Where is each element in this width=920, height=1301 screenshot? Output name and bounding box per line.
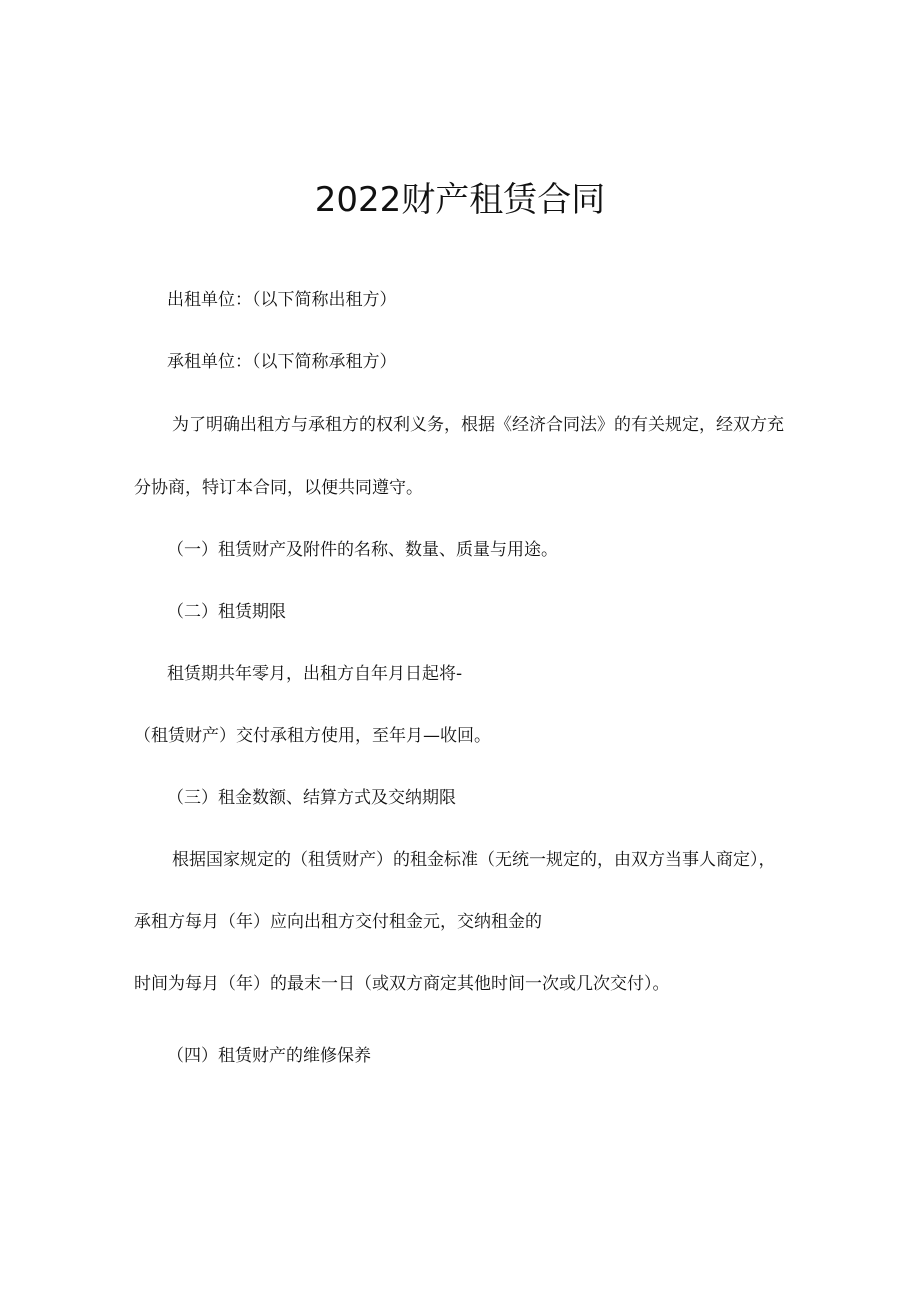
section-1-heading: （一）租赁财产及附件的名称、数量、质量与用途。 <box>167 540 558 560</box>
document-title: 2022财产租赁合同 <box>314 180 606 220</box>
section-4-heading: （四）租赁财产的维修保养 <box>167 1046 371 1066</box>
section-2-heading: （二）租赁期限 <box>167 602 286 622</box>
lease-term-line-1: 租赁期共年零月，出租方自年月日起将- <box>167 664 463 684</box>
lessee-line: 承租单位：（以下简称承租方） <box>167 352 397 372</box>
section-3-heading: （三）租金数额、结算方式及交纳期限 <box>167 788 456 808</box>
lessor-line: 出租单位：（以下简称出租方） <box>167 290 397 310</box>
rent-line-2: 承租方每月（年）应向出租方交付租金元，交纳租金的 <box>134 912 542 932</box>
lease-term-line-2: （租赁财产）交付承租方使用，至年月—收回。 <box>134 726 491 746</box>
preamble-line-2: 分协商，特订本合同，以便共同遵守。 <box>134 478 423 498</box>
rent-line-1: 根据国家规定的（租赁财产）的租金标准（无统一规定的，由双方当事人商定）， <box>172 850 776 870</box>
rent-line-3: 时间为每月（年）的最末一日（或双方商定其他时间一次或几次交付）。 <box>134 974 670 994</box>
preamble-line-1: 为了明确出租方与承租方的权利义务，根据《经济合同法》的有关规定，经双方充 <box>172 415 784 435</box>
